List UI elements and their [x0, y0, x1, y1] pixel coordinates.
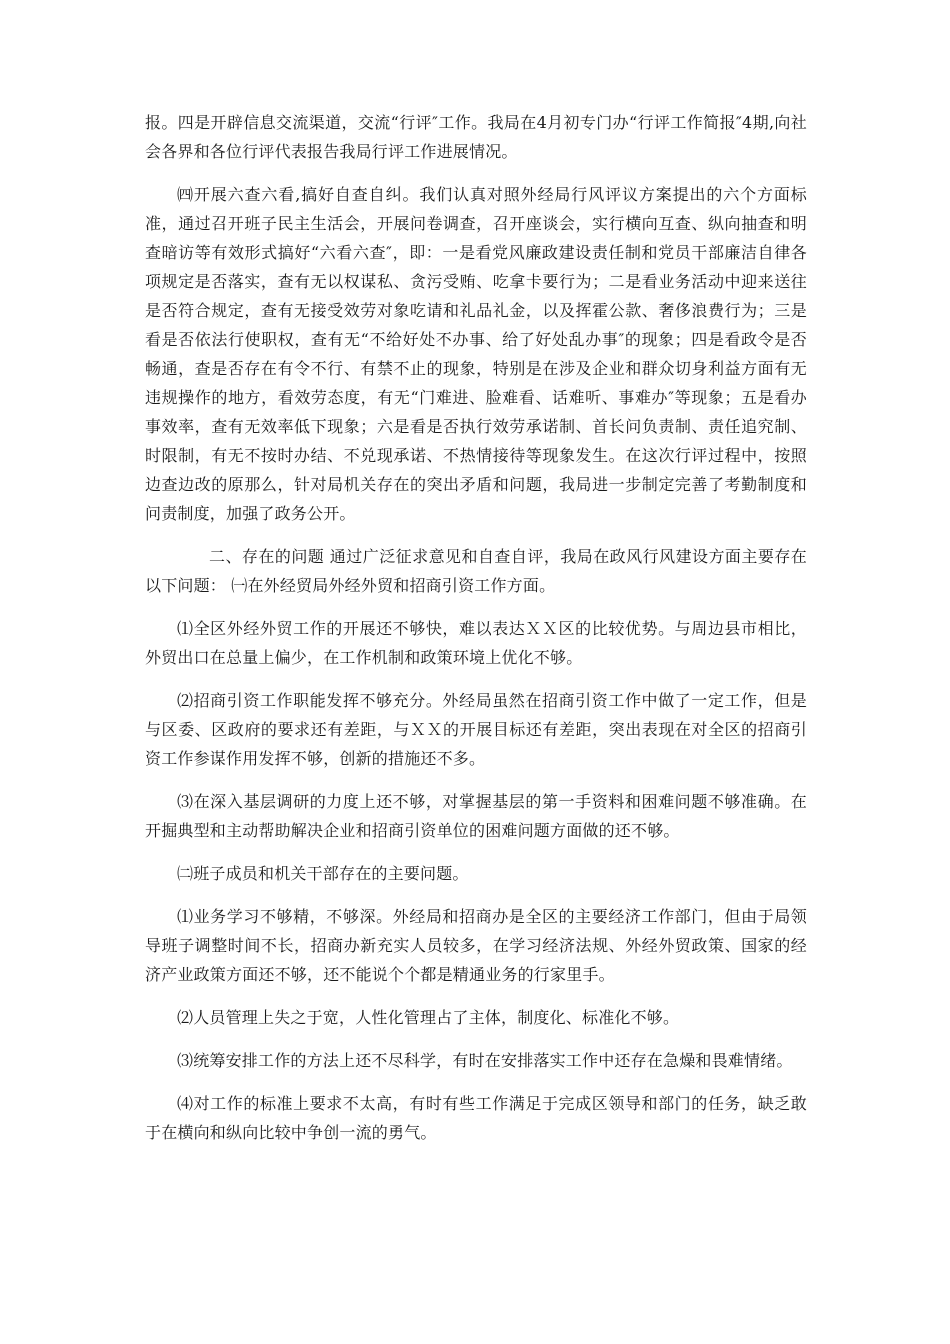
paragraph-problem-2: ⑵招商引资工作职能发挥不够充分。外经局虽然在招商引资工作中做了一定工作，但是与区委、区政府的要求还有差距，与ＸＸ的开展目标还有差距，突出表现在对全区的招商引资工作参谋作用发挥不够，创新的措施还不多。 — [145, 691, 807, 768]
paragraph-information-exchange: 报。四是开辟信息交流渠道，交流“行评″工作。我局在4月初专门办“行评工作简报″4期,向社会各界和各位行评代表报告我局行评工作进展情况。 — [145, 113, 807, 161]
paragraph-problem-3: ⑶在深入基层调研的力度上还不够，对掌握基层的第一手资料和困难问题不够准确。在开掘典型和主动帮助解决企业和招商引资单位的困难问题方面做的还不够。 — [145, 792, 807, 840]
paragraph-section-2-heading: ㈡班子成员和机关干部存在的主要问题。 — [177, 864, 469, 883]
paragraph-cadre-problem-3: ⑶统筹安排工作的方法上还不尽科学，有时在安排落实工作中还存在急燥和畏难情绪。 — [177, 1051, 793, 1070]
paragraph-self-inspection: ㈣开展六查六看,搞好自查自纠。我们认真对照外经局行风评议方案提出的六个方面标准，通过召开班子民主生活会，开展问卷调查，召开座谈会，实行横向互查、纵向抽查和明查暗访等有效形式搞好“六看六查″，即：一是看党风廉政建设责任制和党员干部廉洁自律各项规定是否落实，查有无以权谋私、贪污受贿、吃拿卡要行为；二是看业务活动中迎来送往是否符合规定，查有无接受效劳对象吃请和礼品礼金，以及挥霍公款、奢侈浪费行为；三是看是否依法行使职权，查有无“不给好处不办事、给了好处乱办事″的现象；四是看政令是否畅通，查是否存在有令不行、有禁不止的现象，特别是在涉及企业和群众切身利益方面有无违规操作的地方，看效劳态度，有无“门难进、脸难看、话难听、事难办″等现象；五是看办事效率，查有无效率低下现象；六是看是否执行效劳承诺制、首长问负责制、责任追究制、时限制，有无不按时办结、不兑现承诺、不热情接待等现象发生。在这次行评过程中，按照边查边改的原那么，针对局机关存在的突出矛盾和问题，我局进一步制定完善了考勤制度和问责制度，加强了政务公开。 — [145, 185, 807, 523]
document-page — [145, 108, 807, 1161]
paragraph-problem-1: ⑴全区外经外贸工作的开展还不够快，难以表达ＸＸ区的比较优势。与周边县市相比，外贸出口在总量上偏少，在工作机制和政策环境上优化不够。 — [145, 619, 807, 667]
paragraph-cadre-problem-1: ⑴业务学习不够精，不够深。外经局和招商办是全区的主要经济工作部门，但由于局领导班子调整时间不长，招商办新充实人员较多，在学习经济法规、外经外贸政策、国家的经济产业政策方面还不够，还不能说个个都是精通业务的行家里手。 — [145, 907, 807, 984]
paragraph-cadre-problem-2: ⑵人员管理上失之于宽，人性化管理占了主体，制度化、标准化不够。 — [177, 1008, 680, 1027]
paragraph-cadre-problem-4: ⑷对工作的标准上要求不太高，有时有些工作满足于完成区领导和部门的任务，缺乏敢于在横向和纵向比较中争创一流的勇气。 — [145, 1094, 807, 1142]
paragraph-existing-problems-heading: 二、存在的问题 通过广泛征求意见和自查自评，我局在政风行风建设方面主要存在以下问题： ㈠在外经贸局外经外贸和招商引资工作方面。 — [145, 547, 807, 595]
